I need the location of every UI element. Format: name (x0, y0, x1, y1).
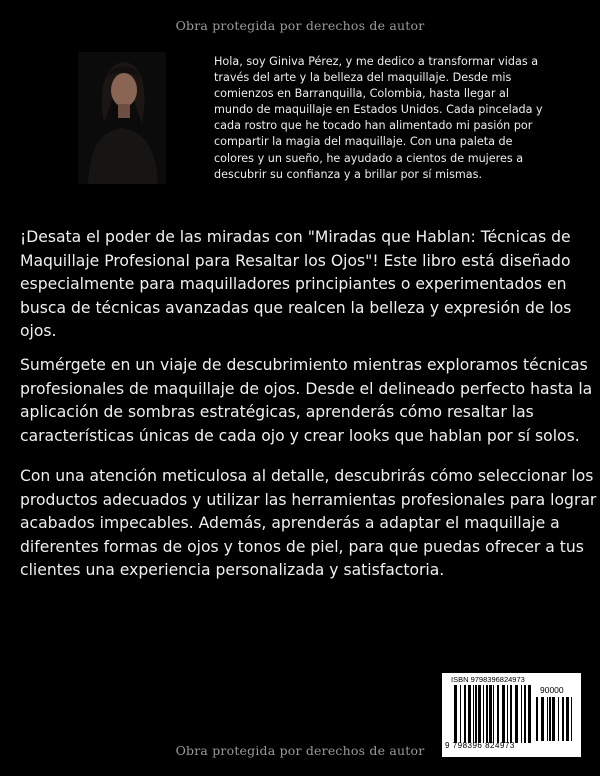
barcode-bar (460, 685, 461, 743)
barcode-bar (478, 685, 481, 743)
bio-line: Hola, soy Giniva Pérez, y me dedico a transformar vidas a (214, 55, 539, 68)
barcode-bar (483, 685, 484, 743)
barcode-digits: 9 798396 824973 (445, 741, 515, 750)
barcode-bar (468, 685, 471, 743)
barcode-bar (515, 685, 518, 743)
barcode-bar (493, 685, 494, 743)
text-line: características únicas de cada ojo y crear looks que hablan por sí solos. (20, 426, 580, 445)
bio-line: descubrir su confianza y a brillar por sí mismas. (214, 167, 483, 181)
text-line: ojos. (20, 322, 57, 341)
barcode-bar (510, 685, 512, 743)
barcode-bar (547, 697, 548, 741)
text-line: ¡Desata el poder de las miradas con "Miradas que Hablan: Técnicas de (20, 228, 571, 246)
text-line: aplicación de sombras estratégicas, aprenderás cómo resaltar las (20, 403, 534, 422)
text-line: Con una atención meticulosa al detalle, descubrirás cómo seleccionar los (20, 467, 594, 485)
text-line: busca de técnicas avanzadas que realcen la belleza y expresión de los (20, 298, 572, 317)
isbn-label: ISBN 9798396824973 (451, 675, 525, 684)
bio-line: cada rostro que he tocado han alimentado mi pasión por (214, 119, 533, 133)
barcode-bar (507, 685, 508, 743)
barcode-bar (524, 685, 526, 743)
text-line: Sumérgete en un viaje de descubrimiento mientras exploramos técnicas (20, 356, 588, 374)
bio-line: través del arte y la belleza del maquillaje. Desde mis (214, 71, 512, 85)
author-bio (214, 54, 543, 183)
barcode-bar (464, 685, 466, 743)
author-photo (78, 52, 166, 184)
barcode-bar (489, 685, 492, 743)
addon-barcode-bars (536, 697, 576, 741)
bio-line: comienzos en Barranquilla, Colombia, hasta llegar al (214, 87, 510, 101)
barcode-bar (486, 685, 488, 743)
barcode-bar (473, 685, 474, 743)
barcode-bar (502, 685, 505, 743)
text-line: clientes una experiencia personalizada y satisfactoria. (20, 561, 445, 580)
bio-line: compartir la magia del maquillaje. Con una paleta de (214, 135, 513, 149)
bio-line: mundo de maquillaje en Estados Unidos. Cada pincelada y (214, 103, 543, 117)
description-paragraph-3 (20, 465, 596, 583)
description-paragraph-1 (20, 226, 571, 344)
price-code: 90000 (540, 685, 564, 695)
barcode-bar (558, 697, 559, 741)
text-line: profesionales de maquillaje de ojos. Desde el delineado perfecto hasta la (20, 379, 593, 398)
bio-line: colores y un sueño, he ayudado a cientos de mujeres a (214, 151, 524, 165)
text-line: Maquillaje Profesional para Resaltar los Ojos"! Este libro está diseñado (20, 251, 571, 270)
barcode-bar (454, 685, 457, 743)
barcode-bar (571, 697, 572, 741)
barcode-bar (536, 697, 538, 741)
barcode-bar (475, 685, 477, 743)
barcode-bar (521, 685, 522, 743)
barcode-bar (497, 685, 499, 743)
text-line: acabados impecables. Además, aprenderás a adaptar el maquillaje a (20, 514, 560, 533)
copyright-watermark-top: Obra protegida por derechos de autor (175, 18, 425, 33)
description-paragraph-2 (20, 354, 592, 448)
copyright-watermark-bottom: Obra protegida por derechos de autor (175, 743, 425, 758)
barcode-bar (528, 685, 531, 743)
barcode-bar (552, 697, 555, 741)
text-line: especialmente para maquilladores principiantes o experimentados en (20, 275, 567, 294)
text-line: productos adecuados y utilizar las herramientas profesionales para lograr (20, 490, 597, 509)
text-line: diferentes formas de ojos y tonos de piel, para que puedas ofrecer a tus (20, 537, 584, 556)
barcode-bar (566, 697, 569, 741)
barcode-bar (562, 697, 564, 741)
barcode-bar (549, 697, 551, 741)
barcode-bar (541, 697, 544, 741)
